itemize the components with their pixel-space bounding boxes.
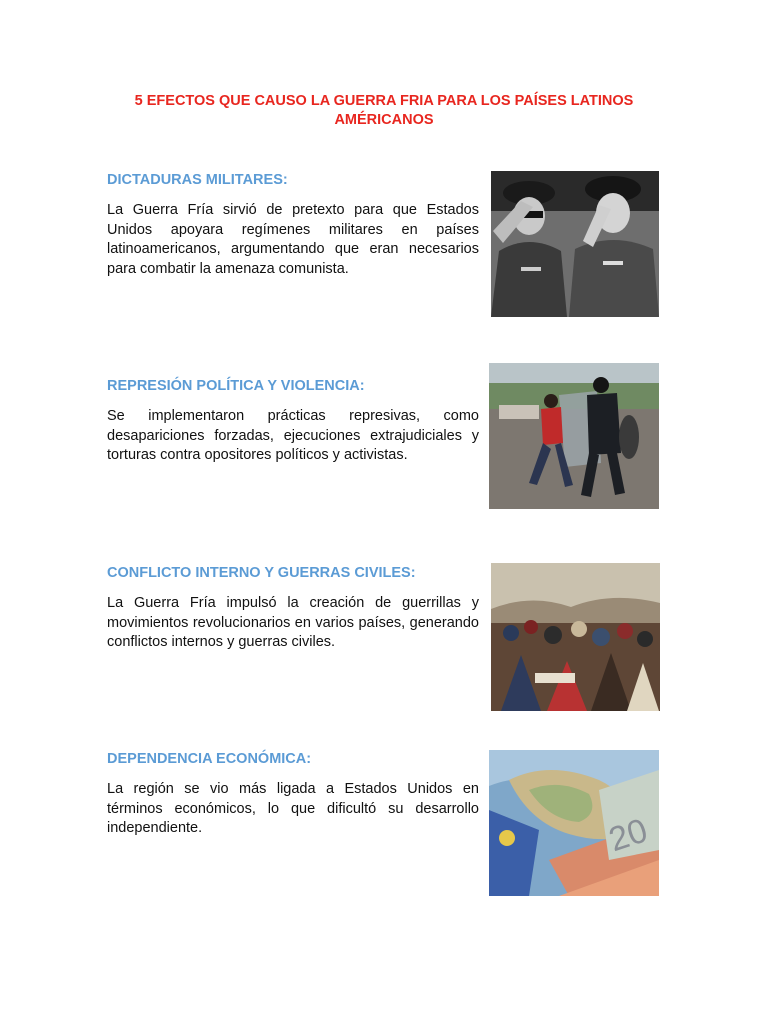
section-heading: CONFLICTO INTERNO Y GUERRAS CIVILES: <box>107 565 416 581</box>
revolution-painting <box>491 563 660 711</box>
section-heading: DEPENDENCIA ECONÓMICA: <box>107 751 312 767</box>
banknote-numeral: 20 <box>604 811 653 860</box>
euro-banknotes-map-photo <box>489 750 659 896</box>
document-title: 5 EFECTOS QUE CAUSO LA GUERRA FRIA PARA LOS PAÍSES LATINOS AMÉRICANOS <box>134 93 634 128</box>
military-officers-photo <box>491 171 659 317</box>
section-body: Se implementaron prácticas represivas, como desapariciones forzadas, ejecuciones extrajudiciales y torturas contra opositores políticos y activistas. <box>107 408 479 463</box>
section-heading: REPRESIÓN POLÍTICA Y VIOLENCIA: <box>107 378 365 394</box>
section-body: La Guerra Fría sirvió de pretexto para que Estados Unidos apoyara regímenes militares en países latinoamericanos, argumentando que eran necesarios para combatir la amenaza comunista. <box>107 202 479 277</box>
section-heading: DICTADURAS MILITARES: <box>107 172 288 188</box>
section-conflicto <box>107 564 479 653</box>
section-body: La región se vio más ligada a Estados Unidos en términos económicos, lo que dificultó su desarrollo independiente. <box>107 781 479 836</box>
section-body: La Guerra Fría impulsó la creación de guerrillas y movimientos revolucionarios en varios países, generando conflictos internos y guerras civiles. <box>107 595 479 650</box>
section-dependencia <box>107 750 479 839</box>
riot-police-photo <box>489 363 659 509</box>
section-dictaduras <box>107 171 479 279</box>
section-represion <box>107 377 479 466</box>
